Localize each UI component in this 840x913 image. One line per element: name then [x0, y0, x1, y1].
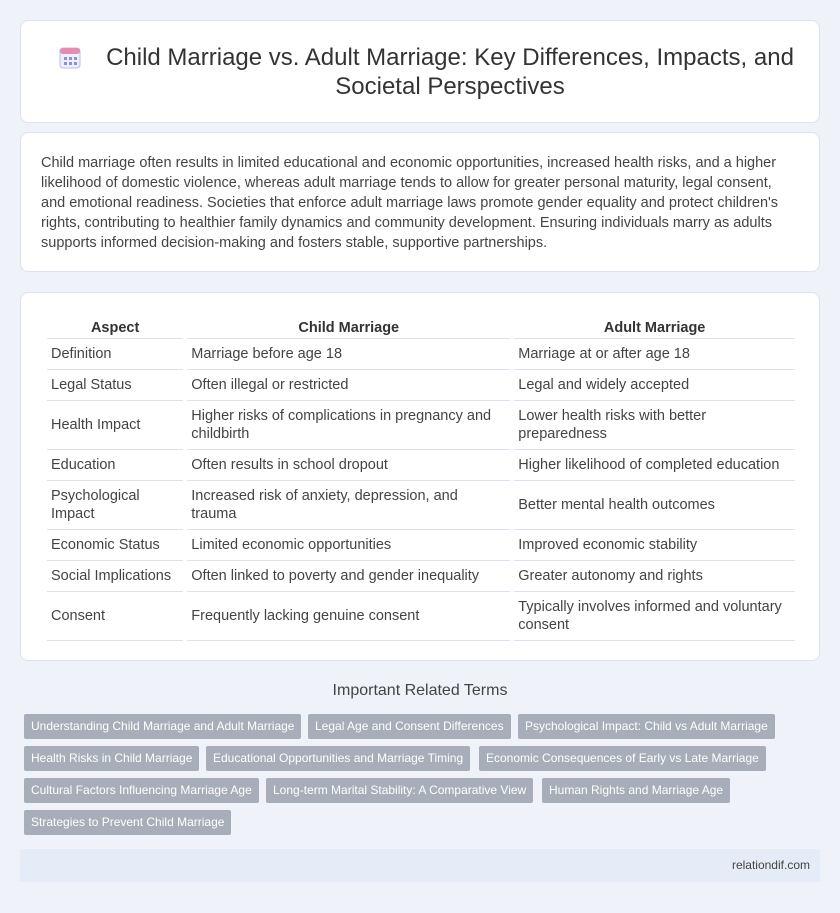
aspect-cell: Health Impact [47, 401, 183, 450]
calendar-icon [59, 45, 81, 69]
column-header-adult-marriage: Adult Marriage [514, 311, 795, 339]
related-term-tag[interactable]: Cultural Factors Influencing Marriage Age [24, 778, 259, 803]
adult-marriage-cell: Lower health risks with better preparedness [514, 401, 795, 450]
table-row [47, 530, 795, 561]
child-marriage-cell: Often illegal or restricted [187, 370, 510, 401]
column-header-aspect: Aspect [47, 311, 183, 339]
table-header-row [47, 311, 795, 339]
child-marriage-cell: Frequently lacking genuine consent [187, 592, 510, 641]
comparison-table-card [20, 292, 820, 661]
adult-marriage-cell: Marriage at or after age 18 [514, 339, 795, 370]
column-header-child-marriage: Child Marriage [187, 311, 510, 339]
related-term-tag[interactable]: Understanding Child Marriage and Adult Marriage [24, 714, 301, 739]
aspect-cell: Education [47, 450, 183, 481]
related-term-tag[interactable]: Economic Consequences of Early vs Late Marriage [479, 746, 766, 771]
aspect-cell: Legal Status [47, 370, 183, 401]
related-term-tag[interactable]: Human Rights and Marriage Age [542, 778, 730, 803]
related-term-tag[interactable]: Legal Age and Consent Differences [308, 714, 511, 739]
child-marriage-cell: Increased risk of anxiety, depression, and trauma [187, 481, 510, 530]
footer [20, 849, 820, 882]
table-row [47, 561, 795, 592]
table-row [47, 481, 795, 530]
child-marriage-cell: Limited economic opportunities [187, 530, 510, 561]
table-row [47, 401, 795, 450]
related-term-tag[interactable]: Educational Opportunities and Marriage Timing [206, 746, 470, 771]
aspect-cell: Definition [47, 339, 183, 370]
table-row [47, 370, 795, 401]
comparison-table [43, 311, 799, 641]
related-term-tag[interactable]: Psychological Impact: Child vs Adult Marriage [518, 714, 775, 739]
adult-marriage-cell: Better mental health outcomes [514, 481, 795, 530]
child-marriage-cell: Higher risks of complications in pregnancy and childbirth [187, 401, 510, 450]
related-term-tag[interactable]: Health Risks in Child Marriage [24, 746, 199, 771]
aspect-cell: Psychological Impact [47, 481, 183, 530]
table-row [47, 592, 795, 641]
child-marriage-cell: Marriage before age 18 [187, 339, 510, 370]
related-terms-title: Important Related Terms [332, 682, 508, 699]
child-marriage-cell: Often results in school dropout [187, 450, 510, 481]
footer-site: relationdif.com [731, 858, 810, 872]
summary-card [20, 132, 820, 272]
adult-marriage-cell: Greater autonomy and rights [514, 561, 795, 592]
child-marriage-cell: Often linked to poverty and gender inequality [187, 561, 510, 592]
aspect-cell: Consent [47, 592, 183, 641]
adult-marriage-cell: Typically involves informed and voluntary consent [514, 592, 795, 641]
page-title: Child Marriage vs. Adult Marriage: Key Differences, Impacts, and Societal Perspectives [106, 44, 794, 100]
related-term-tag[interactable]: Long-term Marital Stability: A Comparative View [266, 778, 533, 803]
adult-marriage-cell: Improved economic stability [514, 530, 795, 561]
adult-marriage-cell: Higher likelihood of completed education [514, 450, 795, 481]
aspect-cell: Economic Status [47, 530, 183, 561]
table-row [47, 450, 795, 481]
aspect-cell: Social Implications [47, 561, 183, 592]
title-card [20, 20, 820, 123]
adult-marriage-cell: Legal and widely accepted [514, 370, 795, 401]
related-term-tag[interactable]: Strategies to Prevent Child Marriage [24, 810, 231, 835]
table-row [47, 339, 795, 370]
summary-paragraph: Child marriage often results in limited educational and economic opportunities, increased health risks, and a higher likelihood of domestic violence, whereas adult marriage tends to allow for greater personal maturity, legal consent, and emotional readiness. Societies that enforce adult marriage laws promote gender equality and protect children's rights, contributing to healthier family dynamics and community development. Ensuring individuals marry as adults supports informed decision-making and fosters stable, supportive partnerships. [41, 155, 779, 251]
